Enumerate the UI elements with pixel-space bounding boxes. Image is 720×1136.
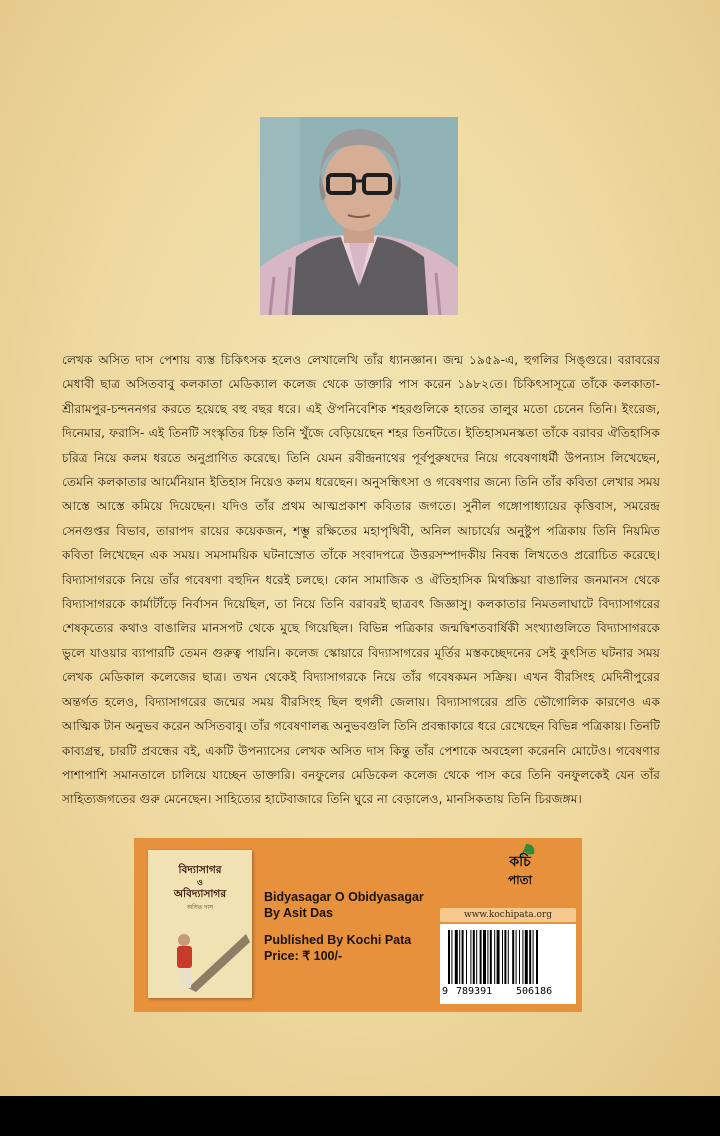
book-title-english: Bidyasagar O Obidyasagar: [264, 890, 424, 904]
isbn-barcode: [440, 924, 576, 1004]
barcode-left-digits: 789391: [456, 986, 493, 997]
barcode-right-digits: 506186: [516, 986, 553, 997]
logo-text-line2: পাতা: [507, 873, 533, 887]
logo-text-line1: কচি: [509, 854, 531, 870]
publisher-logo: [500, 842, 540, 894]
author-portrait-image: [260, 117, 458, 315]
author-biography: লেখক অসিত দাস পেশায় ব্যস্ত চিকিৎসক হলেও লেখালেখি তাঁর ধ্যানজ্ঞান। জন্ম ১৯৫৯-এ, হুগলির সিঙ্গুরে। বরাবরের মেধাবী ছাত্র অসিতবাবু কলকাতা মেডিক্যাল কলেজ থেকে ডাক্তারি পাস করেন ১৯৮২তে। চিকিৎসাসূত্রে তাঁকে কলকাতা-শ্রীরামপুর-চন্দননগর করতে হয়েছে বহু বছর ধরে। এই ঔপনিবেশিক শহরগুলিকে হাতের তালুর মতো চেনেন তিনি। ইংরেজ, দিনেমার, ফরাসি- এই তিনটি সংস্কৃতির চিহ্ন তিনি খুঁজে বেড়িয়েছেন শহর তিনটিতে। ইতিহাসমনস্কতা তাঁকে বরাবর ঐতিহাসিক চরিত্র নিয়ে কলম ধরতে অনুপ্রাণিত করেছে। তিনি যেমন রবীন্দ্রনাথের পূর্বপুরুষদের নিয়ে গবেষণাধর্মী উপন্যাস লিখেছেন, তেমনি কলকাতার আর্মেনিয়ান ইতিহাস নিয়েও কলম ধরেছেন। অনুসন্ধিৎসা ও গবেষণার জন্যে তিনি তাঁর কবিতা লেখার সময় আস্তে আস্তে কমিয়ে দিয়েছেন। যদিও তাঁর প্রথম আত্মপ্রকাশ কবিতার জগতে। সুনীল গঙ্গোপাধ্যায়ের কৃত্তিবাস, সমরেন্দ্র সেনগুপ্তর বিভাব, তারাপদ রায়ের কয়েকজন, শম্ভু রক্ষিতের মহাপৃথিবী, অনিল আচার্যের অনুষ্টুপ পত্রিকায় তিনি নিয়মিত কবিতা লিখেছেন এক সময়। সমসাময়িক ঘটনাস্রোত তাঁকে সংবাদপত্রে উত্তরসম্পাদকীয় নিবন্ধ লিখতেও প্ররোচিত করেছে। বিদ্যাসাগরকে নিয়ে তাঁর গবেষণা বহুদিন ধরেই চলছে। কোন সামাজিক ও ঐতিহাসিক মিথস্ক্রিয়া বাঙালির জনমানস থেকে বিদ্যাসাগরকে কার্মাটাঁড়ে নির্বাসন দিয়েছিল, তা নিয়ে তিনি বরাবরই ছাত্রবৎ জিজ্ঞাসু। কলকাতার নিমতলাঘাটে বিদ্যাসাগরের শেষকৃত্যের কথাও বাঙালির মানসপট থেকে মুছে গিয়েছিল। বিভিন্ন পত্রিকার জন্মদ্বিশতবার্ষিকী সংখ্যাগুলিতে বিদ্যাসাগরকে ভুলে যাওয়ার ব্যাপারটি তেমন গুরুত্ব পায়নি। কলেজ স্কোয়ারে বিদ্যাসাগরের মূর্তির মস্তকচ্ছেদনের সেই কুৎসিত ঘটনার সময় লেখক মেডিকাল কলেজের ছাত্র। তখন থেকেই বিদ্যাসাগরকে নিয়ে তাঁর গবেষকমন সক্রিয়। এখন বীরসিংহ মেদিনীপুরের অন্তর্গত হলেও, বিদ্যাসাগরের জন্মের সময় বীরসিংহ ছিল হুগলী জেলায়। বিদ্যাসাগরের প্রতি ভৌগোলিক কারণেও এক আত্মিক টান অনুভব করেন অসিতবাবু। তাঁর গবেষণালব্ধ অনুভবগুলি তিনি প্রবন্ধাকারে ধরে রেখেছেন বিভিন্ন পত্রিকায়। তিনটি কাব্যগ্রন্থ, চারটি প্রবন্ধের বই, একটি উপন্যাসের লেখক অসিত দাস কিন্তু তাঁর পেশাকে অবহেলা করেননি মোটেও। গবেষণার পাশাপাশি সমানতালে চালিয়ে যাচ্ছেন ডাক্তারি। বনফুলের মেডিকেল কলেজ থেকে পাস করে তিনি বনফুলকেই যেন তাঁর সাহিত্যজগতের গুরু মেনেছেন। সাহিত্যের হাটেবাজারে তিনি ঘুরে না বেড়ালেও, মানসিকতায় তিনি চিরজঙ্গম।: [62, 353, 660, 807]
cover-title-line3: অবিদ্যাসাগর: [173, 888, 227, 900]
barcode-lead-digit: 9: [442, 986, 449, 997]
barcode-bars: [446, 930, 570, 984]
book-info-panel: [134, 838, 582, 1012]
cover-figure-illustration: [148, 850, 252, 998]
publisher-website: www.kochipata.org: [440, 908, 576, 922]
cover-author: অসিত দাস: [186, 904, 214, 911]
book-details: [264, 890, 464, 964]
author-photo: [260, 117, 458, 315]
book-cover-thumbnail: [148, 850, 252, 998]
publisher-line: Published By Kochi Pata: [264, 933, 412, 947]
book-author-english: By Asit Das: [264, 905, 334, 920]
price-line: Price: ₹ 100/-: [264, 948, 343, 963]
cover-title-line2: ও: [197, 878, 203, 887]
cover-title-line1: বিদ্যাসাগর: [178, 864, 222, 876]
screen-bottom-bar: [0, 1096, 720, 1136]
